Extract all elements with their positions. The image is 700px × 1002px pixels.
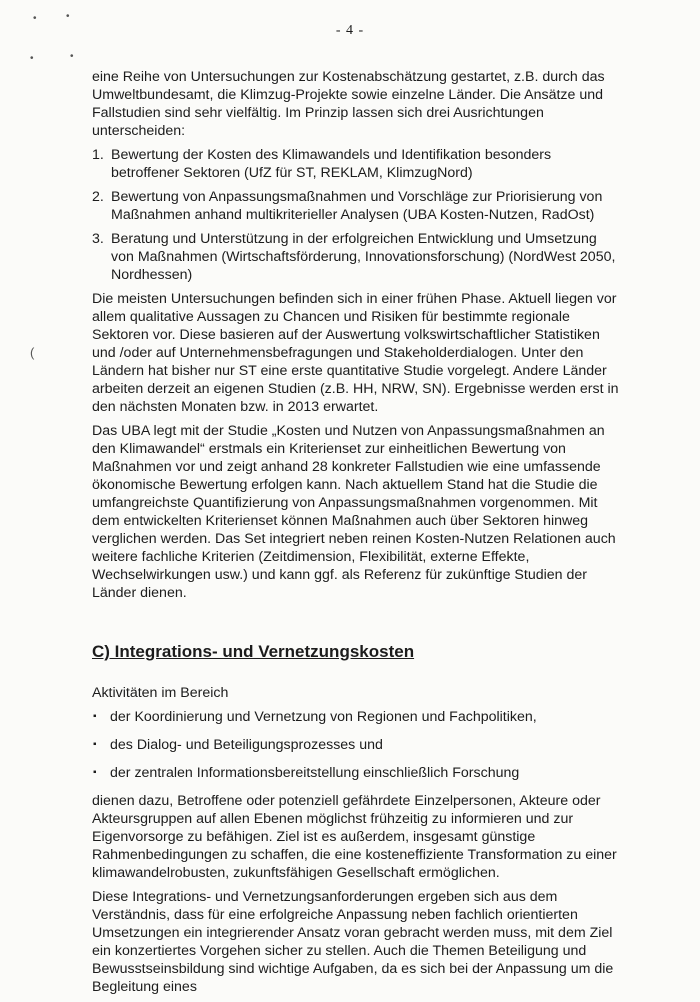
item-text: Bewertung von Anpassungsmaßnahmen und Vorschläge zur Priorisierung von Maßnahmen anhand multikriterieller Analysen (UBA Kosten-Nutzen, RadOst) xyxy=(111,189,603,223)
scan-mark: • xyxy=(33,13,37,24)
scan-mark: ( xyxy=(30,345,35,360)
section-heading: C) Integrations- und Vernetzungskosten xyxy=(92,642,415,661)
paragraph-serve: dienen dazu, Betroffene oder potenziell gefährdete Einzelpersonen, Akteure oder Akteursgruppen auf allen Ebenen möglichst frühzeitig zu informieren und zur Eigenvorsorge zu befähigen. Ziel ist es außerdem, insgesamt günstige Rahmenbedingungen zu schaffen, die eine kosteneffiziente Transformation zu einer klimawandelrobusten, zukunftsfähigen Gesellschaft ermöglichen. xyxy=(92,793,617,881)
bullet-icon: ▪ xyxy=(93,767,97,778)
item-text: Beratung und Unterstützung in der erfolgreichen Entwicklung und Umsetzung von Maßnahmen (Wirtschaftsförderung, Innovationsforschung) (NordWest 2050, Nordhessen) xyxy=(111,231,616,283)
page-number: - 4 - xyxy=(335,23,365,38)
activities-intro: Aktivitäten im Bereich xyxy=(92,685,229,701)
scan-mark: • xyxy=(30,53,34,64)
bullet-item xyxy=(92,708,622,726)
numbered-list xyxy=(92,146,622,284)
scan-mark: • xyxy=(70,51,74,62)
bullet-item xyxy=(92,764,622,782)
paragraph-integration: Diese Integrations- und Vernetzungsanforderungen ergeben sich aus dem Verständnis, dass für eine erfolgreiche Anpassung neben fachlich orientierten Umsetzungen ein integrierender Ansatz voran gebracht werden muss, mit dem Ziel ein konzertiertes Vorgehen sicher zu stellen. Auch die Themen Beteiligung und Bewusstseinsbildung sind wichtige Aufgaben, da es sich bei der Anpassung um die Begleitung eines xyxy=(92,889,614,995)
item-number: 2. xyxy=(92,189,104,205)
intro-paragraph: eine Reihe von Untersuchungen zur Kostenabschätzung gestartet, z.B. durch das Umweltbundesamt, die Klimzug-Projekte sowie einzelne Länder. Die Ansätze und Fallstudien sind sehr vielfältig. Im Prinzip lassen sich drei Ausrichtungen unterscheiden: xyxy=(92,69,605,139)
bullet-text: des Dialog- und Beteiligungsprozesses und xyxy=(110,737,383,753)
bullet-text: der zentralen Informationsbereitstellung einschließlich Forschung xyxy=(110,765,520,781)
numbered-item xyxy=(92,230,622,284)
scan-mark: • xyxy=(66,11,70,22)
bullet-icon: ▪ xyxy=(93,739,97,750)
bullet-item xyxy=(92,736,622,754)
bullet-list xyxy=(92,708,622,782)
paragraph-phase: Die meisten Untersuchungen befinden sich in einer frühen Phase. Aktuell liegen vor allem qualitative Aussagen zu Chancen und Risiken für bestimmte regionale Sektoren vor. Diese basieren auf der Auswertung volkswirtschaftlicher Statistiken und /oder auf Unternehmensbefragungen und Stakeholderdialogen. Unter den Ländern hat bisher nur ST eine erste quantitative Studie vorgelegt. Andere Länder arbeiten derzeit an eigenen Studien (z.B. HH, NRW, SN). Ergebnisse werden erst in den nächsten Monaten bzw. in 2013 erwartet. xyxy=(92,291,619,415)
item-number: 1. xyxy=(92,147,104,163)
item-number: 3. xyxy=(92,231,104,247)
document-body xyxy=(92,68,622,1002)
paragraph-uba-study: Das UBA legt mit der Studie „Kosten und Nutzen von Anpassungsmaßnahmen an den Klimawandel“ erstmals ein Kriterienset zur einheitlichen Bewertung von Maßnahmen vor und zeigt anhand 28 konkreter Fallstudien wie eine umfassende ökonomische Bewertung erfolgen kann. Nach aktuellem Stand hat die Studie die umfangreichste Quantifizierung von Anpassungsmaßnahmen vorgenommen. Mit dem entwickelten Kriterienset können Maßnahmen auch über Sektoren hinweg verglichen werden. Das Set integriert neben reinen Kosten-Nutzen Relationen auch weitere fachliche Kriterien (Zeitdimension, Flexibilität, externe Effekte, Wechselwirkungen usw.) und kann ggf. als Referenz für zukünftige Studien der Länder dienen. xyxy=(92,423,616,601)
numbered-item xyxy=(92,146,622,182)
numbered-item xyxy=(92,188,622,224)
bullet-icon: ▪ xyxy=(93,711,97,722)
item-text: Bewertung der Kosten des Klimawandels und Identifikation besonders betroffener Sektoren (UfZ für ST, REKLAM, KlimzugNord) xyxy=(111,147,552,181)
bullet-text: der Koordinierung und Vernetzung von Regionen und Fachpolitiken, xyxy=(110,709,537,725)
